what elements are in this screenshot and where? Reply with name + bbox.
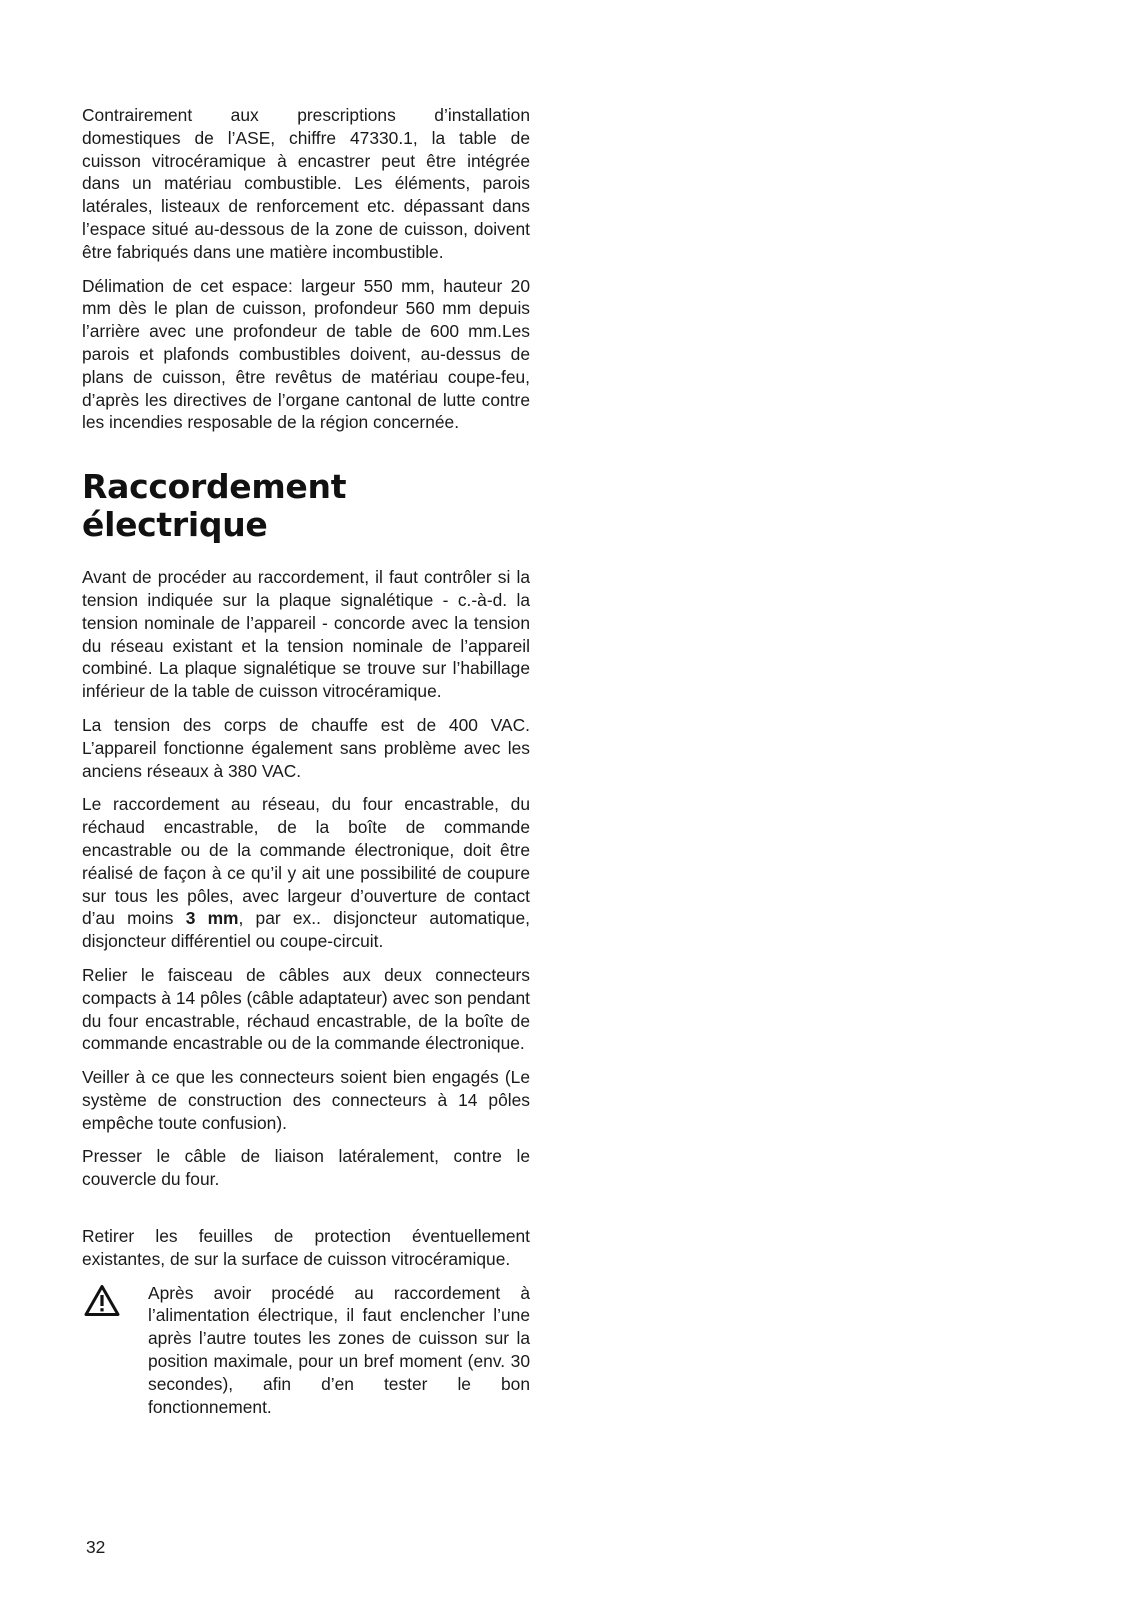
body-paragraph-3-text-b: , par ex.. disjoncteur automatique, disjoncteur différentiel ou coupe-circuit. [82,908,530,952]
section-heading [82,468,530,544]
body-paragraph-1: Avant de procéder au raccordement, il faut contrôler si la tension indiquée sur la plaque signalétique - c.-à-d. la tension nominale de l’appareil - concorde avec la tension du réseau existant et la tension nominale de l’appareil combiné. La plaque signalétique se trouve sur l’habillage inférieur de la table de cuisson vitrocéramique. [82,567,530,702]
body-paragraph-3-text-a: Le raccordement au réseau, du four encastrable, du réchaud encastrable, de la boîte de commande encastrable ou de la commande électronique, doit être réalisé de façon à ce qu’il y ait une possibilité de coupure sur tous les pôles, avec largeur d’ouverture de contact d’au moins [82,794,530,929]
intro-paragraph-2: Délimation de cet espace: largeur 550 mm, hauteur 20 mm dès le plan de cuisson, profondeur 560 mm depuis l’arrière avec une profondeur de table de 600 mm.Les parois et plafonds combustibles doivent, au-dessus de plans de cuisson, être revêtus de matériau coupe-feu, d’après les directives de l’organe cantonal de lutte contre les incendies resposable de la région concernée. [82,275,530,433]
text-column [82,104,530,1429]
body-paragraph-7: Retirer les feuilles de protection éventuellement existantes, de sur la surface de cuisson vitrocéramique. [82,1226,530,1269]
body-paragraph-5: Veiller à ce que les connecteurs soient bien engagés (Le système de construction des connecteurs à 14 pôles empêche toute confusion). [82,1067,530,1133]
warning-text: Après avoir procédé au raccordement à l’alimentation électrique, il faut enclencher l’une après l’autre toutes les zones de cuisson sur la position maximale, pour un bref moment (env. 30 secondes), afin d’en tester le bon fonctionnement. [148,1282,530,1417]
section-heading-line-2: électrique [82,505,268,545]
intro-paragraph-1: Contrairement aux prescriptions d’installation domestiques de l’ASE, chiffre 47330.1, la table de cuisson vitrocéramique à encastrer peut être intégrée dans un matériau combustible. Les éléments, parois latérales, listeaux de renforcement etc. dépassant dans l’espace situé au-dessous de la zone de cuisson, doivent être fabriqués dans une matière incombustible. [82,105,530,262]
body-paragraph-6: Presser le câble de liaison latéralement, contre le couvercle du four. [82,1146,530,1190]
warning-triangle-icon [84,1284,120,1317]
body-paragraph-3-bold: 3 mm [185,908,239,929]
page-number: 32 [86,1537,106,1557]
body-paragraph-3 [82,793,530,953]
body-paragraph-4: Relier le faisceau de câbles aux deux connecteurs compacts à 14 pôles (câble adaptateur) avec son pendant du four encastrable, réchaud encastrable, de la boîte de commande encastrable ou de la commande électronique. [82,964,530,1054]
warning-note [82,1282,530,1419]
body-paragraph-2: La tension des corps de chauffe est de 400 VAC. L’appareil fonctionne également sans problème avec les anciens réseaux à 380 VAC. [82,714,530,781]
section-heading-line-1: Raccordement [82,467,347,507]
